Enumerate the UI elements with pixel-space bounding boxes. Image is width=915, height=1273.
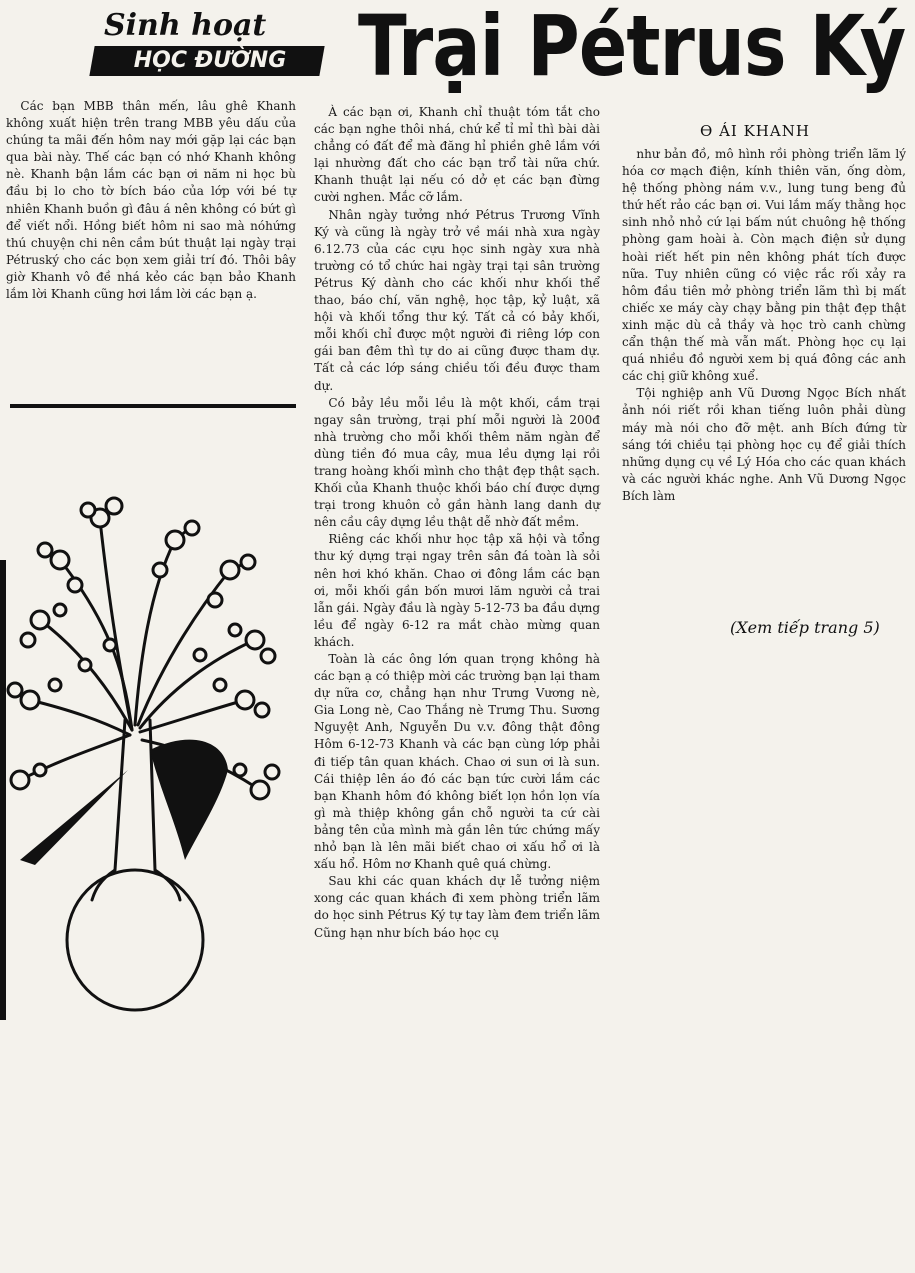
column-2-paragraph: Riêng các khối như học tập xã hội và tổng thư ký dựng trại ngay trên sân đá toàn là sỏi nên hơi khó khăn. Chao ơi đông lắm các bạn ơi, mỗi khối gần bốn mươi lăm người cả trai lẫn gái. Ngày đầu là ngày 5-12-73 ba đầu dựng lều để ngày 6-12 ra mắt chào mừng quan khách.	[314, 532, 600, 649]
column-2-paragraph: Sau khi các quan khách dự lễ tưởng niệm xong các quan khách đi xem phòng triển lãm do học sinh Pétrus Ký tự tay làm đem triển lãm Cũng hạn như bích báo học cụ	[314, 874, 600, 940]
article-headline: Trại Pétrus Ký	[358, 0, 906, 95]
section-badge	[78, 8, 328, 80]
column-2-paragraph: Toàn là các ông lớn quan trọng không hà các bạn ạ có thiệp mời các trường bạn lại tham dự nữa cơ, chẳng hạn như Trưng Vương nè, Gia Long nè, Cao Thắng nè Trưng Thu. Sương Nguyệt Anh, Nguyễn Du v.v. đông thật đông Hôm 6-12-73 Khanh và các bạn cùng lớp phải đi tiếp tân quan khách. Chao ơi sun ơi là sun. Cái thiệp lên áo đó các bạn tức cười lắm các bạn Khanh hôm đó không biết lọn hồn lọn vía gì mà thiệp không gắn chỗ người ta cứ cài bảng tên của mình mà gắn lên tức chứng mấy nhỏ bạn là lên mãi biết chao ơi xấu hổ ơi là xấu hổ. Hôm nơ Khanh quê quá chừng.	[314, 652, 601, 872]
section-script-title: Sinh hoạt	[104, 8, 267, 43]
column-2-paragraph: Có bảy lều mỗi lều là một khối, cắm trại ngay sân trường, trại phí mỗi người là 200đ nhà trường cho mỗi khối thêm năm ngàn để dùng tiền đó mua cây, mua lều dựng lại rồi trang hoàng khối mình cho thật đẹp thật sạch. Khối của Khanh thuộc khối báo chí được dựng trại trong khuôn cỏ gần hành lang danh dự nên cầu cây dựng lều thật dễ nhờ đất mềm.	[314, 395, 600, 530]
continued-on-page-note: (Xem tiếp trang 5)	[730, 618, 880, 637]
column-3-paragraph: như bản đồ, mô hình rồi phòng triển lãm lý hóa cơ mạch điện, kính thiên văn, ống dòm, hệ thống phòng nám v.v., lung tung beng đủ thứ hết rảo các bạn ơi. Vui lắm mấy thằng học sinh nhỏ nhỏ cứ lại bấm nút chuông hệ thống phòng gam hoài à. Còn mạch điện sử dụng hoài riết hết pin nên không phát tích được nữa. Tuy nhiên cũng có việc rắc rối xảy ra hôm đầu tiên mở phòng triển lãm thì bị mất chiếc xe máy cày chạy bằng pin thật đẹp thật xinh mặc dù cả thầy và học trò canh chừng cẩn thận thế mà vẫn mất. Phòng học cụ lại quá nhiều đồ người xem bị quá đông các anh các chị giữ không xuể.	[622, 147, 906, 384]
column-1	[6, 98, 296, 303]
author-byline: Ө ÁI KHANH	[700, 122, 810, 140]
column-3	[622, 146, 906, 505]
column-3-paragraph: Tội nghiệp anh Vũ Dương Ngọc Bích nhất ảnh nói riết rồi khan tiếng luôn phải dùng máy mà nói cho đỡ mệt. anh Bích đứng từ sáng tới chiều tại phòng học cụ để giải thích những dụng cụ về Lý Hóa cho các quan khách và các người khác nghe. Anh Vũ Dương Ngọc Bích làm	[622, 386, 906, 503]
column-1-paragraph: Các bạn MBB thân mến, lâu ghê Khanh không xuất hiện trên trang MBB yêu dấu của chúng ta mãi đến hôm nay mới gặp lại các bạn qua bài này. Thế các bạn có nhớ Khanh không nè. Khanh bận lắm các bạn ơi năm ni học bù đầu bị lo cho tờ bích báo của lớp với bé tự nhiên Khanh buồn gì đâu á nên không có bứt gì để viết nổi. Hồng biết hôm ni sao mà nóhứng thú chuyện chi nên cầm bút thuật lại ngày trại Pétruský cho các bọn xem giải trí đó. Thôi bây giờ Khanh vô đề nhá kẻo các bạn bảo Khanh lắm lời Khanh cũng hơi lắm lời các bạn ạ.	[6, 99, 296, 302]
section-box-title: HỌC ĐƯỜNG	[133, 48, 287, 73]
flower-vase-illustration	[0, 470, 300, 1030]
column-divider-rule	[10, 404, 296, 408]
column-2-paragraph: Nhân ngày tưởng nhớ Pétrus Trương Vĩnh Ký và cũng là ngày trở về mái nhà xưa ngày 6.12.73 của các cựu học sinh ngày xưa nhà trường có tổ chức hai ngày trại tại sân trường Pétrus Ký dành cho các khối như khối thể thao, báo chí, văn nghệ, học tập, kỷ luật, xã hội và khối tổng thư ký. Tất cả có bảy khối, mỗi khối chỉ được một người đi riêng lớp con gái ban đêm thì tự do ai cũng được tham dự. Tất cả các lớp sáng chiều tối đều được tham dự.	[314, 207, 600, 393]
column-2	[314, 104, 600, 942]
column-2-paragraph: À các bạn ơi, Khanh chỉ thuật tóm tắt cho các bạn nghe thôi nhá, chứ kể tỉ mỉ thì bài dài chẳng có đất để mà đăng hỉ phiền ghê lắm với lại nhường đất cho các bạn trổ tài nữa chứ. Khanh thuật lại nếu có dở ẹt các bạn đừng cười nghen. Mắc cỡ lắm.	[314, 105, 600, 205]
